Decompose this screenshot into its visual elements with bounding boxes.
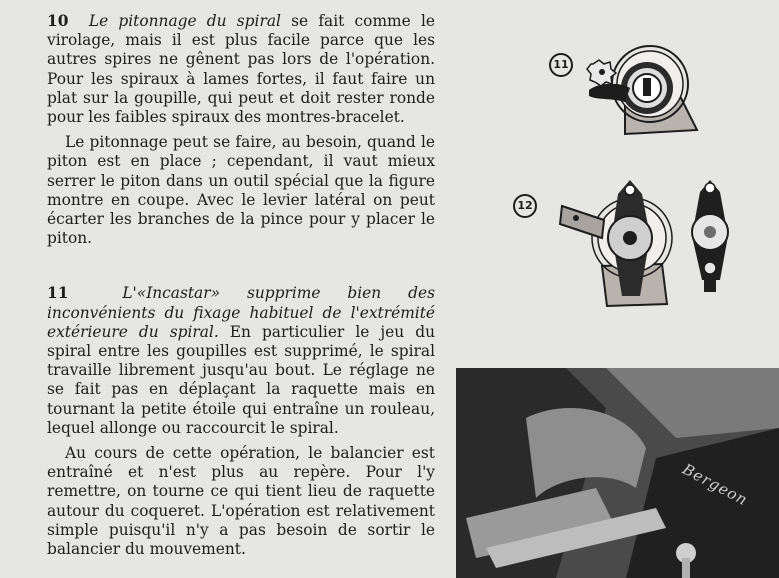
figure-11-illustration — [585, 44, 710, 139]
tool-photograph — [456, 368, 779, 578]
section-title: » supprime bien des inconvénients du fixage habituel de l'extrémité extérieure du spiral. — [47, 284, 435, 341]
section-title-prefix: L'« — [122, 284, 147, 303]
section-title: Le pitonnage du spiral — [88, 12, 281, 30]
figure-11-label: 11 — [549, 53, 573, 77]
paragraph-text: se fait comme le virolage, mais il est plus facile parce que les autres spires ne gênent pas lors de l'opération. Pour les spiraux à lames fortes, il faut faire un plat sur la goupille, qui peut et doit rester ronde pour les faibles spiraux des montres-bracelet. — [47, 12, 435, 127]
section-10-paragraph-2: Le pitonnage peut se faire, au besoin, quand le piton est en place ; cependant, il vaut mieux serrer le piton dans un outil spécial que la figure montre en coupe. Avec le levier latéral on peut écarter les branches de la pince pour y placer le piton. — [47, 133, 435, 248]
brand-label: Bergeon — [679, 460, 751, 510]
section-10-paragraph-1 — [47, 12, 435, 127]
section-title-brand: Incastar — [146, 284, 211, 303]
text-column — [47, 12, 435, 559]
figure-12-illustration — [552, 176, 747, 308]
section-11-paragraph-1 — [47, 284, 435, 438]
paragraph-text: En particulier le jeu du spiral entre les goupilles est supprimé, le spiral travaille librement jusqu'au bout. Le réglage ne se fait pas en déplaçant la raquette mais en tournant la petite étoile qui entraîne un rouleau, lequel allonge ou raccourcit le spiral. — [47, 322, 435, 437]
section-number: 10 — [47, 12, 69, 30]
section-number: 11 — [47, 284, 69, 303]
tool-photograph-shapes — [456, 368, 779, 578]
section-11-paragraph-2: Au cours de cette opération, le balancier est entraîné et n'est plus au repère. Pour l'y remettre, on tourne ce qui tient lieu de raquette autour du coqueret. L'opération est relativement simple puisqu'il n'y a pas besoin de sortir le balancier du mouvement. — [47, 444, 435, 559]
figure-12-label: 12 — [513, 194, 537, 218]
